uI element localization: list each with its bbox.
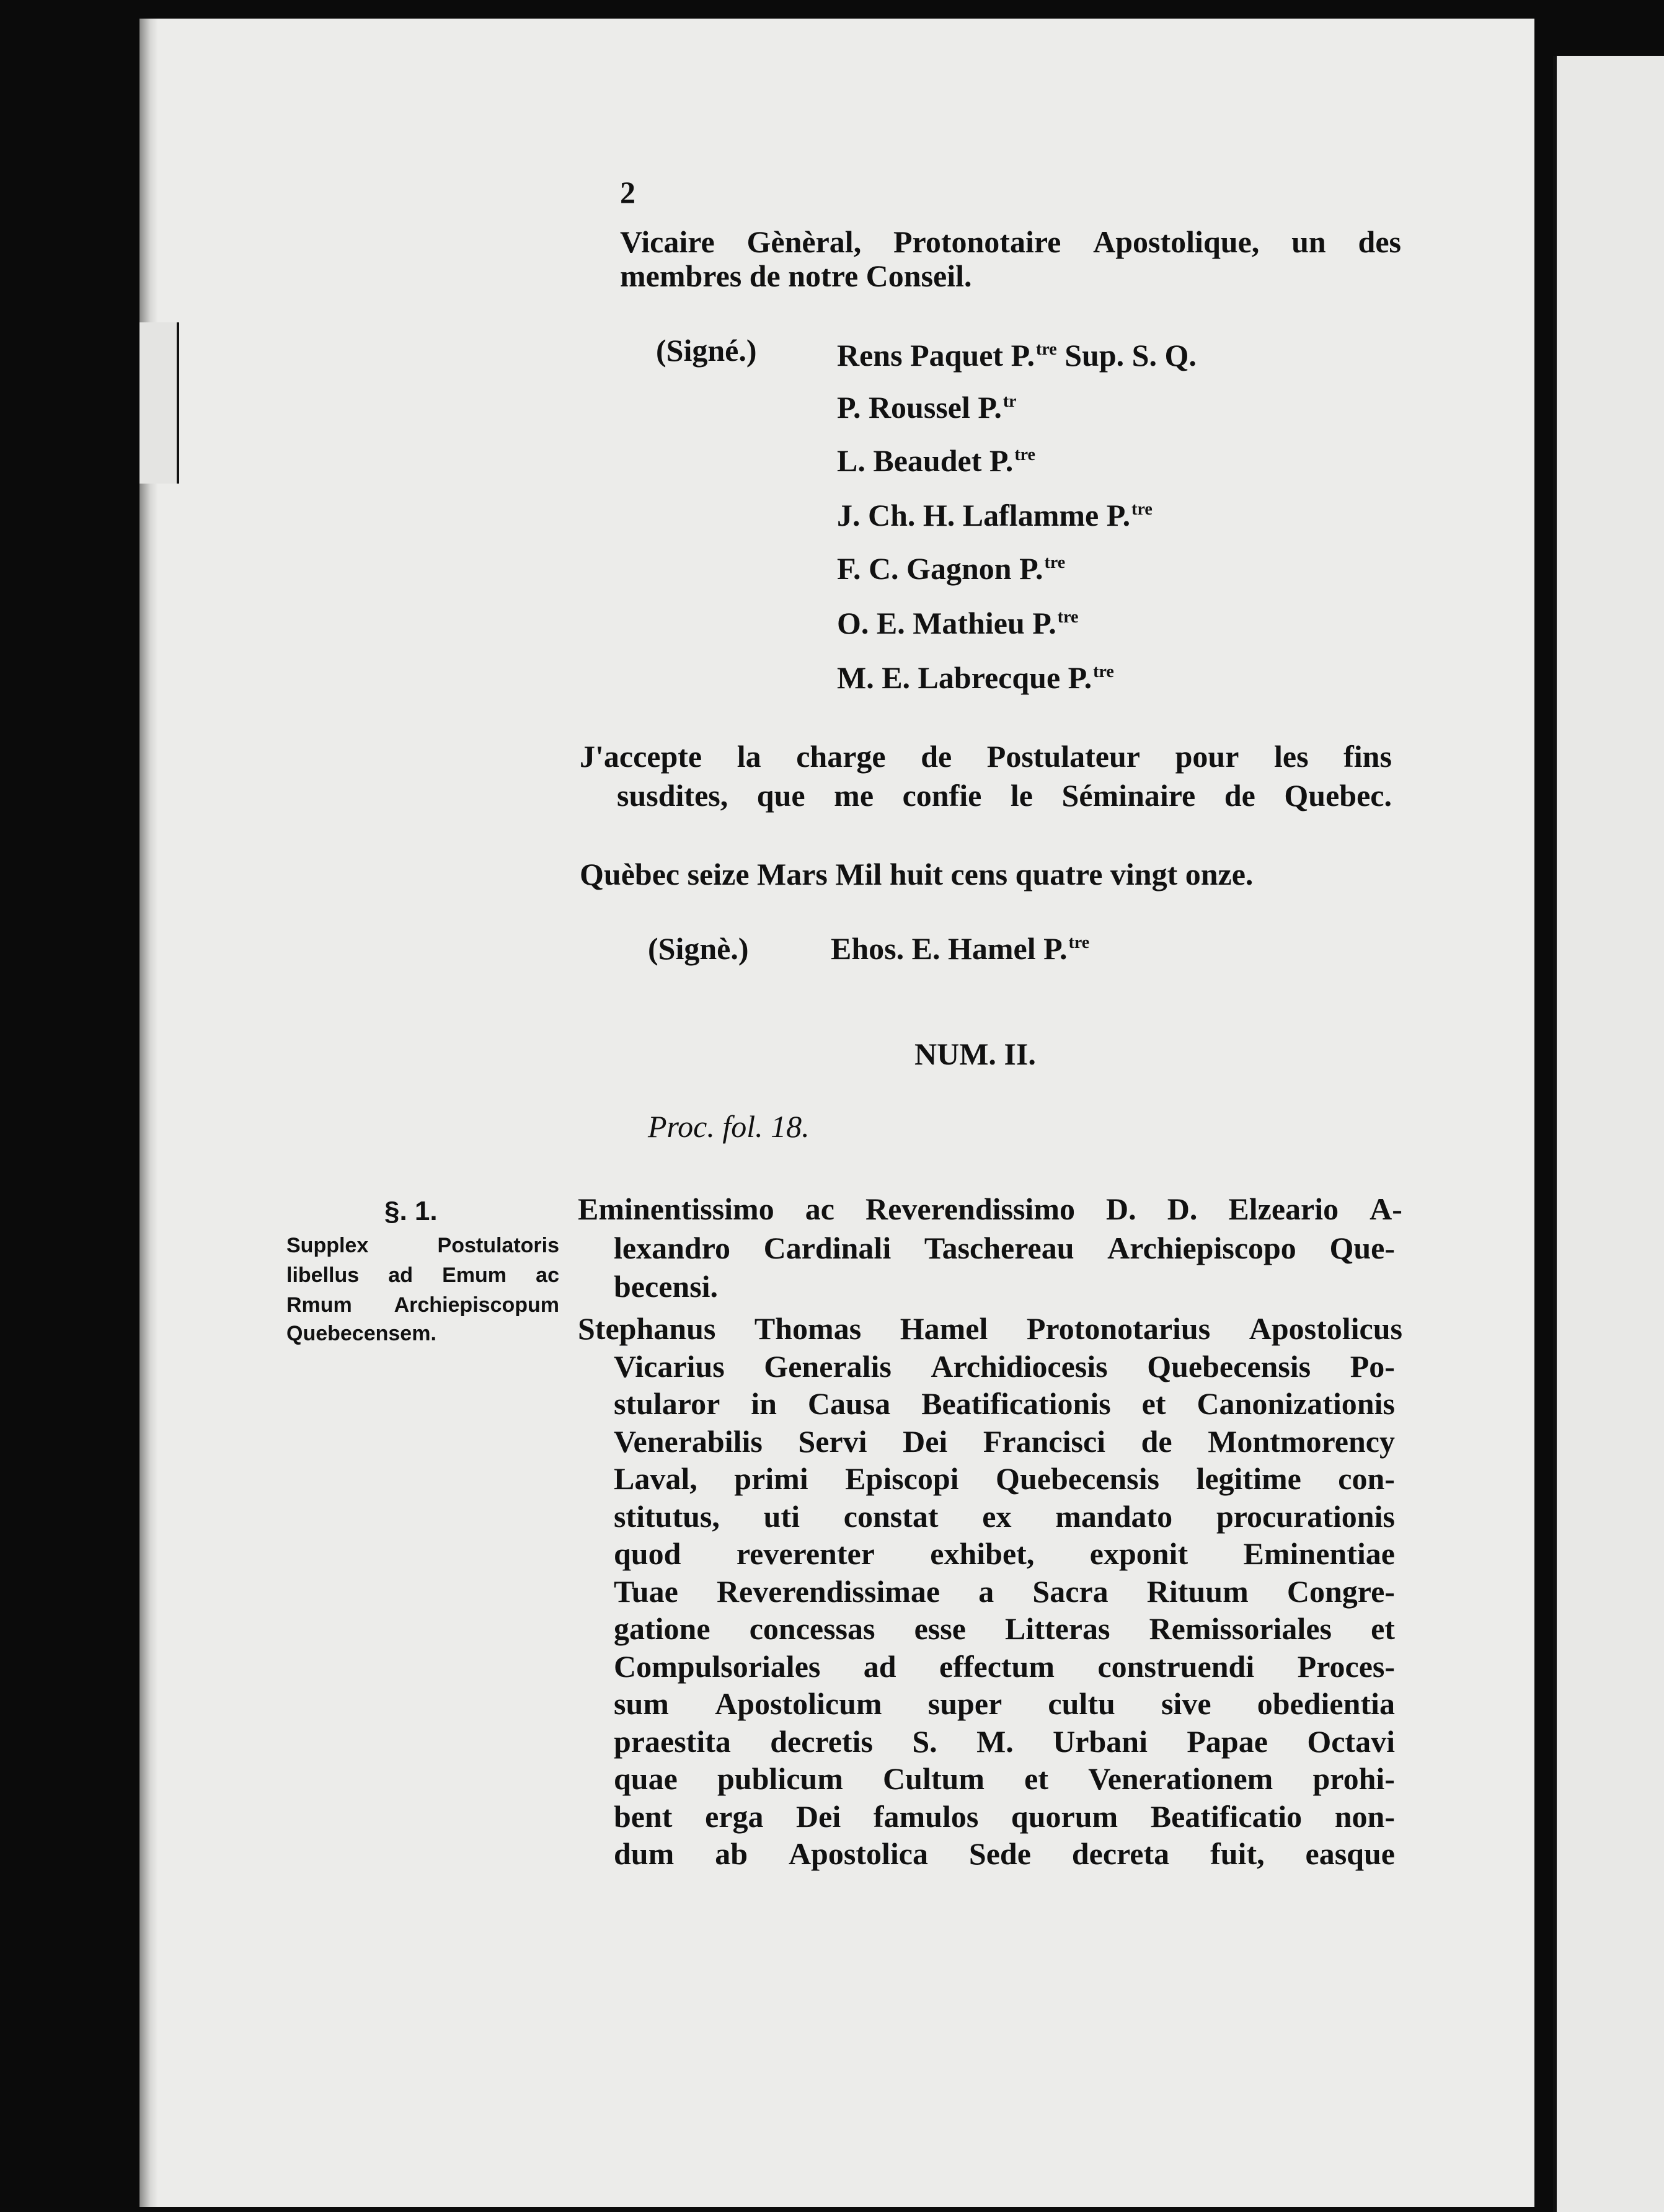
signature-line: Rens Paquet P.$^{tre}$ Sup. S. Q. xyxy=(837,338,1197,373)
latin-line: dum ab Apostolica Sede decreta fuit, easque xyxy=(614,1836,1395,1871)
facing-page-edge xyxy=(1553,56,1664,2212)
margin-note-line: Rmum Archiepiscopum xyxy=(286,1293,559,1317)
intro-line: membres de notre Conseil. xyxy=(620,259,972,293)
page-tab-edge xyxy=(139,322,179,484)
latin-line: lexandro Cardinali Taschereau Archiepiscopo Que- xyxy=(614,1231,1395,1265)
latin-line: Tuae Reverendissimae a Sacra Rituum Congre- xyxy=(614,1574,1395,1609)
acceptance-line: J'accepte la charge de Postulateur pour les fins xyxy=(580,739,1392,774)
signed-label: (Signé.) xyxy=(656,333,757,368)
proc-reference: Proc. fol. 18. xyxy=(648,1109,810,1144)
signature-line: P. Roussel P.$^{tr}$ xyxy=(837,390,1017,425)
margin-note-line: Supplex Postulatoris xyxy=(286,1234,559,1257)
date-line: Quèbec seize Mars Mil huit cens quatre vingt onze. xyxy=(580,857,1254,891)
signed-label-2: (Signè.) xyxy=(648,931,749,966)
latin-line: bent erga Dei famulos quorum Beatificatio non- xyxy=(614,1799,1395,1834)
signature-line: M. E. Labrecque P.$^{tre}$ xyxy=(837,660,1114,695)
signature-line: J. Ch. H. Laflamme P.$^{tre}$ xyxy=(837,498,1153,533)
latin-line: Venerabilis Servi Dei Francisci de Montmorency xyxy=(614,1424,1395,1459)
latin-line: quod reverenter exhibet, exponit Eminentiae xyxy=(614,1536,1395,1571)
num-heading: NUM. II. xyxy=(914,1037,1036,1071)
latin-line: quae publicum Cultum et Venerationem prohi- xyxy=(614,1761,1395,1796)
final-signature: Ehos. E. Hamel P.$^{tre}$ xyxy=(831,931,1090,966)
latin-line: praestita decretis S. M. Urbani Papae Octavi xyxy=(614,1724,1395,1759)
intro-line: Vicaire Gènèral, Protonotaire Apostolique, un des xyxy=(620,224,1401,259)
latin-line: gatione concessas esse Litteras Remissoriales et xyxy=(614,1611,1395,1646)
margin-section-number: §. 1. xyxy=(384,1196,438,1226)
latin-line: stularor in Causa Beatificationis et Canonizationis xyxy=(614,1386,1395,1421)
latin-line: becensi. xyxy=(614,1269,719,1304)
page-number: 2 xyxy=(620,175,635,210)
latin-line: Compulsoriales ad effectum construendi Proces- xyxy=(614,1649,1395,1684)
signature-line: O. E. Mathieu P.$^{tre}$ xyxy=(837,606,1079,640)
latin-line: Eminentissimo ac Reverendissimo D. D. Elzeario A- xyxy=(578,1192,1402,1226)
latin-line: sum Apostolicum super cultu sive obedientia xyxy=(614,1686,1395,1721)
signature-line: L. Beaudet P.$^{tre}$ xyxy=(837,443,1035,478)
acceptance-line: susdites, que me confie le Séminaire de Quebec. xyxy=(617,778,1392,813)
margin-note-line: Quebecensem. xyxy=(286,1322,436,1345)
latin-line: stitutus, uti constat ex mandato procurationis xyxy=(614,1499,1395,1534)
margin-note-line: libellus ad Emum ac xyxy=(286,1263,559,1287)
latin-line: Vicarius Generalis Archidiocesis Quebecensis Po- xyxy=(614,1349,1395,1384)
signature-line: F. C. Gagnon P.$^{tre}$ xyxy=(837,551,1066,586)
latin-line: Laval, primi Episcopi Quebecensis legitime con- xyxy=(614,1461,1395,1496)
latin-line: Stephanus Thomas Hamel Protonotarius Apostolicus xyxy=(578,1311,1402,1346)
